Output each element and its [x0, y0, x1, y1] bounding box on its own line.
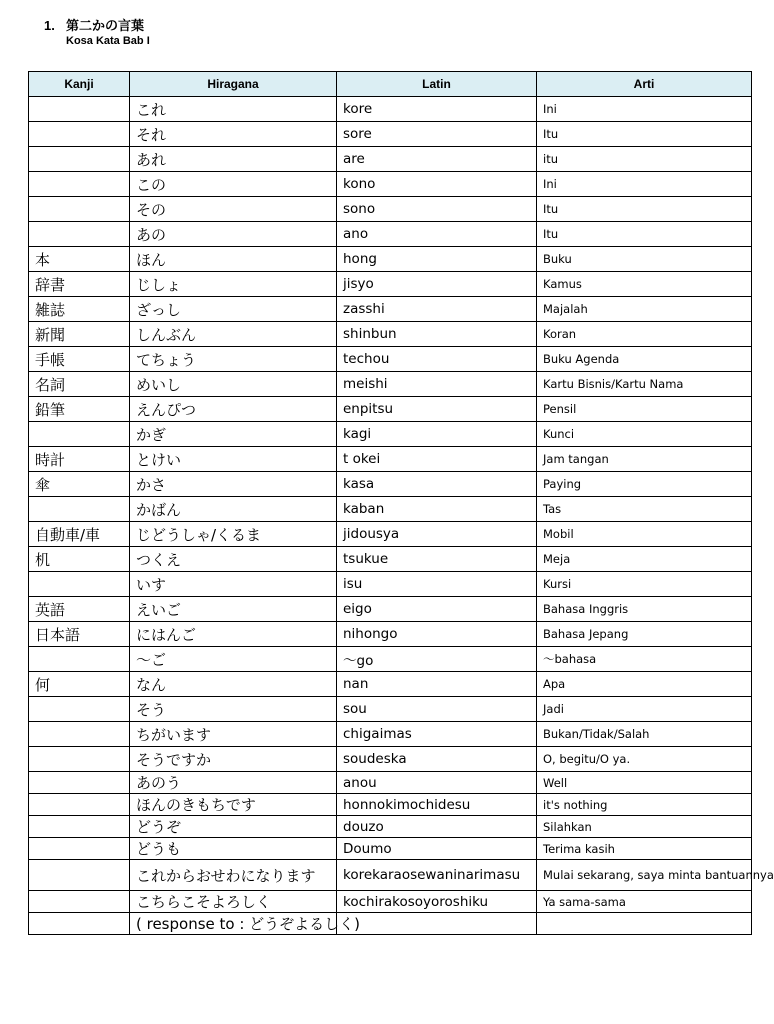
hiragana-cell: あの: [130, 222, 337, 247]
kanji-cell: [29, 860, 130, 891]
hiragana-cell: ちがいます: [130, 722, 337, 747]
latin-cell: are: [337, 147, 537, 172]
kanji-cell: [29, 747, 130, 772]
kanji-cell: [29, 222, 130, 247]
kanji-cell: 傘: [29, 472, 130, 497]
latin-cell: kasa: [337, 472, 537, 497]
table-row: [29, 891, 752, 913]
document-heading: [44, 17, 150, 48]
hiragana-cell: これ: [130, 97, 337, 122]
hiragana-cell: ( response to : どうぞよるしく): [130, 913, 337, 935]
kanji-cell: 自動車/車: [29, 522, 130, 547]
hiragana-cell: どうも: [130, 838, 337, 860]
arti-cell: Itu: [537, 197, 752, 222]
kanji-cell: [29, 722, 130, 747]
latin-cell: nan: [337, 672, 537, 697]
table-row: [29, 422, 752, 447]
header-latin: Latin: [337, 72, 537, 97]
table-row: [29, 772, 752, 794]
arti-cell: Itu: [537, 222, 752, 247]
header-kanji: Kanji: [29, 72, 130, 97]
table-row: [29, 860, 752, 891]
table-row: [29, 722, 752, 747]
table-row: [29, 838, 752, 860]
kanji-cell: [29, 122, 130, 147]
table-row: [29, 816, 752, 838]
arti-cell: Kursi: [537, 572, 752, 597]
hiragana-cell: こちらこそよろしく: [130, 891, 337, 913]
hiragana-cell: ～ご: [130, 647, 337, 672]
table-row: [29, 247, 752, 272]
arti-cell: Kartu Bisnis/Kartu Nama: [537, 372, 752, 397]
kanji-cell: 雑誌: [29, 297, 130, 322]
table-row: [29, 272, 752, 297]
hiragana-cell: そう: [130, 697, 337, 722]
arti-cell: Ya sama-sama: [537, 891, 752, 913]
latin-cell: nihongo: [337, 622, 537, 647]
table-row: [29, 197, 752, 222]
latin-cell: enpitsu: [337, 397, 537, 422]
arti-cell: Buku: [537, 247, 752, 272]
table-row: [29, 522, 752, 547]
kanji-cell: [29, 772, 130, 794]
hiragana-cell: いす: [130, 572, 337, 597]
kanji-cell: [29, 147, 130, 172]
latin-cell: isu: [337, 572, 537, 597]
hiragana-cell: どうぞ: [130, 816, 337, 838]
latin-cell: kono: [337, 172, 537, 197]
section-title-line: [44, 17, 150, 34]
hiragana-cell: じしょ: [130, 272, 337, 297]
hiragana-cell: かさ: [130, 472, 337, 497]
kanji-cell: [29, 838, 130, 860]
latin-cell: sore: [337, 122, 537, 147]
table-row: [29, 222, 752, 247]
table-row: [29, 372, 752, 397]
kanji-cell: [29, 913, 130, 935]
kanji-cell: 手帳: [29, 347, 130, 372]
table-row: [29, 447, 752, 472]
arti-cell: Tas: [537, 497, 752, 522]
latin-cell: techou: [337, 347, 537, 372]
kanji-cell: [29, 197, 130, 222]
arti-cell: Bukan/Tidak/Salah: [537, 722, 752, 747]
table-row: [29, 172, 752, 197]
latin-cell: ano: [337, 222, 537, 247]
latin-cell: t okei: [337, 447, 537, 472]
table-row: [29, 147, 752, 172]
latin-cell: shinbun: [337, 322, 537, 347]
table-row: [29, 547, 752, 572]
hiragana-cell: この: [130, 172, 337, 197]
latin-cell: kagi: [337, 422, 537, 447]
kanji-cell: 本: [29, 247, 130, 272]
arti-cell: Mulai sekarang, saya minta bantuannya: [537, 860, 752, 891]
arti-cell: [537, 913, 752, 935]
hiragana-cell: とけい: [130, 447, 337, 472]
arti-cell: ～bahasa: [537, 647, 752, 672]
arti-cell: Jadi: [537, 697, 752, 722]
arti-cell: Terima kasih: [537, 838, 752, 860]
kanji-cell: 日本語: [29, 622, 130, 647]
table-row: [29, 913, 752, 935]
latin-cell: tsukue: [337, 547, 537, 572]
arti-cell: Majalah: [537, 297, 752, 322]
hiragana-cell: じどうしゃ/くるま: [130, 522, 337, 547]
latin-cell: zasshi: [337, 297, 537, 322]
hiragana-cell: えいご: [130, 597, 337, 622]
table-row: [29, 622, 752, 647]
hiragana-cell: その: [130, 197, 337, 222]
arti-cell: Kamus: [537, 272, 752, 297]
latin-cell: kaban: [337, 497, 537, 522]
table-row: [29, 697, 752, 722]
arti-cell: Meja: [537, 547, 752, 572]
hiragana-cell: これからおせわになります: [130, 860, 337, 891]
arti-cell: Silahkan: [537, 816, 752, 838]
kanji-cell: 机: [29, 547, 130, 572]
latin-cell: jidousya: [337, 522, 537, 547]
arti-cell: Jam tangan: [537, 447, 752, 472]
table-row: [29, 794, 752, 816]
latin-cell: meishi: [337, 372, 537, 397]
arti-cell: Mobil: [537, 522, 752, 547]
table-row: [29, 747, 752, 772]
hiragana-cell: えんぴつ: [130, 397, 337, 422]
hiragana-cell: にはんご: [130, 622, 337, 647]
section-number: 1.: [44, 18, 55, 33]
latin-cell: honnokimochidesu: [337, 794, 537, 816]
arti-cell: Koran: [537, 322, 752, 347]
hiragana-cell: なん: [130, 672, 337, 697]
kanji-cell: [29, 172, 130, 197]
hiragana-cell: かぎ: [130, 422, 337, 447]
arti-cell: itu: [537, 147, 752, 172]
kanji-cell: 英語: [29, 597, 130, 622]
kanji-cell: 名詞: [29, 372, 130, 397]
hiragana-cell: しんぶん: [130, 322, 337, 347]
kanji-cell: [29, 794, 130, 816]
table-row: [29, 672, 752, 697]
table-row: [29, 497, 752, 522]
latin-cell: Doumo: [337, 838, 537, 860]
latin-cell: sou: [337, 697, 537, 722]
hiragana-cell: つくえ: [130, 547, 337, 572]
vocabulary-table: [28, 71, 774, 935]
kanji-cell: [29, 572, 130, 597]
hiragana-cell: あれ: [130, 147, 337, 172]
table-body: [29, 97, 774, 935]
arti-cell: it's nothing: [537, 794, 752, 816]
arti-cell: Apa: [537, 672, 752, 697]
latin-cell: chigaimas: [337, 722, 537, 747]
arti-cell: Ini: [537, 97, 752, 122]
kanji-cell: [29, 816, 130, 838]
hiragana-cell: あのう: [130, 772, 337, 794]
table-row: [29, 572, 752, 597]
latin-cell: anou: [337, 772, 537, 794]
kanji-cell: 何: [29, 672, 130, 697]
kanji-cell: [29, 647, 130, 672]
arti-cell: Bahasa Jepang: [537, 622, 752, 647]
kanji-cell: 時計: [29, 447, 130, 472]
latin-cell: eigo: [337, 597, 537, 622]
latin-cell: hong: [337, 247, 537, 272]
hiragana-cell: ざっし: [130, 297, 337, 322]
kanji-cell: [29, 97, 130, 122]
arti-cell: Buku Agenda: [537, 347, 752, 372]
latin-cell: douzo: [337, 816, 537, 838]
hiragana-cell: めいし: [130, 372, 337, 397]
kanji-cell: [29, 697, 130, 722]
hiragana-cell: ほんのきもちです: [130, 794, 337, 816]
arti-cell: O, begitu/O ya.: [537, 747, 752, 772]
hiragana-cell: それ: [130, 122, 337, 147]
table-row: [29, 347, 752, 372]
table-row: [29, 397, 752, 422]
kanji-cell: [29, 422, 130, 447]
kanji-cell: 新聞: [29, 322, 130, 347]
table-row: [29, 97, 752, 122]
table-row: [29, 647, 752, 672]
latin-cell: ～go: [337, 647, 537, 672]
table-row: [29, 122, 752, 147]
hiragana-cell: てちょう: [130, 347, 337, 372]
table-row: [29, 297, 752, 322]
latin-cell: [337, 913, 537, 935]
header-hiragana: Hiragana: [130, 72, 337, 97]
latin-cell: kochirakosoyoroshiku: [337, 891, 537, 913]
hiragana-cell: ほん: [130, 247, 337, 272]
section-subtitle: Kosa Kata Bab I: [66, 35, 150, 47]
table-row: [29, 597, 752, 622]
latin-cell: korekaraosewaninarimasu: [337, 860, 537, 891]
latin-cell: soudeska: [337, 747, 537, 772]
arti-cell: Well: [537, 772, 752, 794]
kanji-cell: 鉛筆: [29, 397, 130, 422]
kanji-cell: [29, 497, 130, 522]
arti-cell: Itu: [537, 122, 752, 147]
arti-cell: Pensil: [537, 397, 752, 422]
table-header-row: [29, 72, 752, 97]
kanji-cell: 辞書: [29, 272, 130, 297]
arti-cell: Paying: [537, 472, 752, 497]
section-title: 第二かの言葉: [66, 18, 145, 33]
latin-cell: jisyo: [337, 272, 537, 297]
latin-cell: kore: [337, 97, 537, 122]
latin-cell: sono: [337, 197, 537, 222]
header-arti: Arti: [537, 72, 752, 97]
arti-cell: Ini: [537, 172, 752, 197]
table-row: [29, 472, 752, 497]
arti-cell: Bahasa Inggris: [537, 597, 752, 622]
arti-cell: Kunci: [537, 422, 752, 447]
hiragana-cell: かばん: [130, 497, 337, 522]
kanji-cell: [29, 891, 130, 913]
hiragana-cell: そうですか: [130, 747, 337, 772]
table-row: [29, 322, 752, 347]
